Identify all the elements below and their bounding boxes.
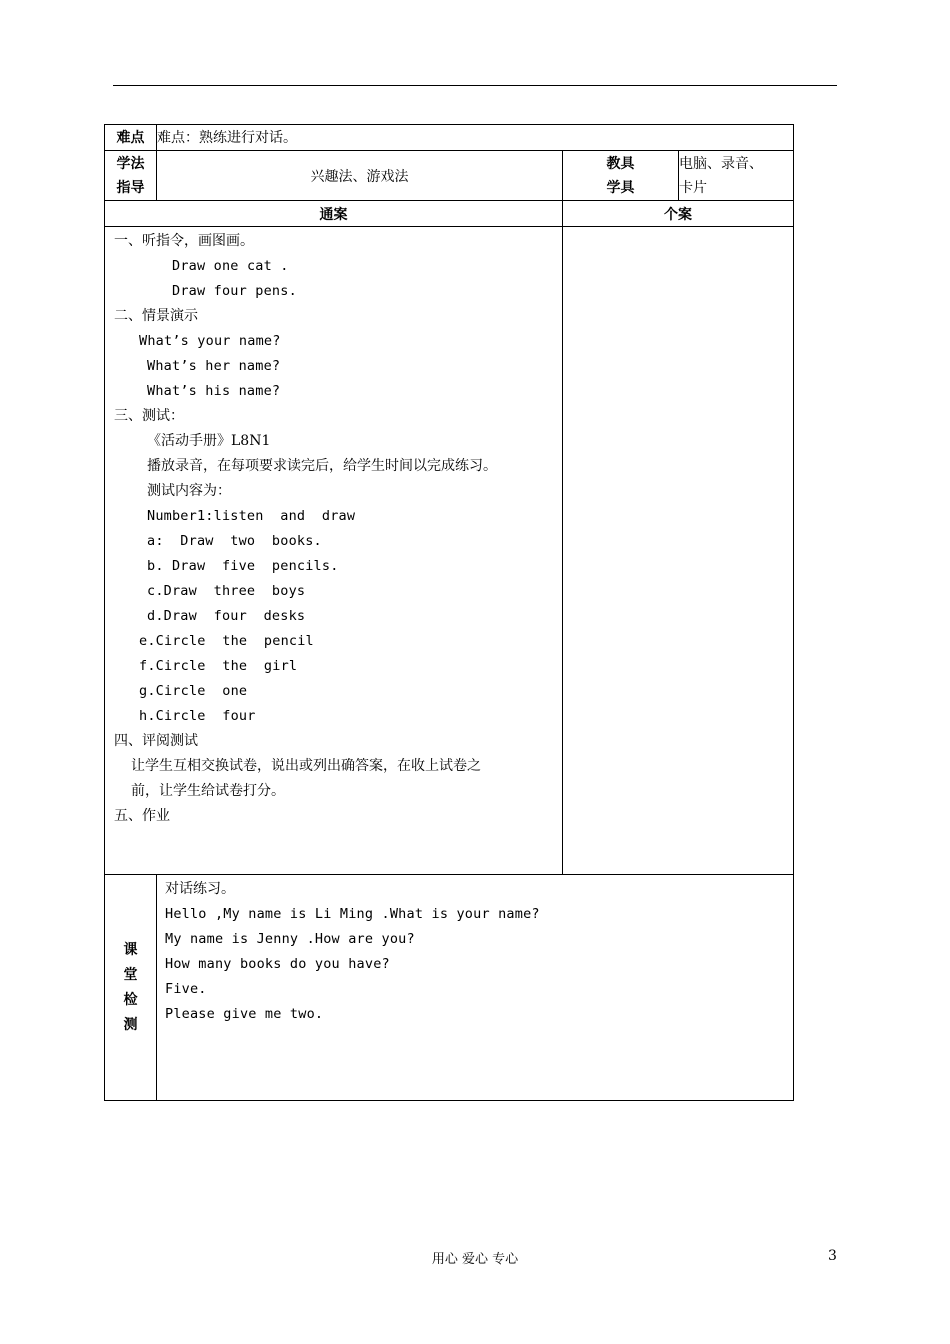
common-plan-line: 让学生互相交换试卷，说出或列出确答案，在收上试卷之 [131,758,481,774]
common-plan-line: Draw four pens. [172,283,297,299]
check-content [157,875,794,1101]
common-plan-line: g.Circle one [139,683,248,699]
tools-text-line1: 电脑、录音、 [679,155,763,172]
tools-label-line1: 教具 [606,155,635,172]
check-line: How many books do you have? [165,956,390,972]
method-label-line1: 学法 [116,155,145,172]
individual-plan-content [563,227,794,875]
check-label-char: 检 [123,991,138,1008]
common-plan-line: 五、作业 [114,808,170,824]
plan-body-row [105,227,794,875]
difficulty-row [105,125,794,151]
common-plan-header: 通案 [105,201,563,227]
page-number: 3 [828,1248,837,1264]
check-label [105,875,157,1101]
common-plan-line: b. Draw five pencils. [147,558,339,574]
common-plan-line: h.Circle four [139,708,256,724]
common-plan-line: e.Circle the pencil [139,633,314,649]
check-line: 对话练习。 [165,881,235,897]
common-plan-line: Number1:listen and draw [147,508,356,524]
common-plan-content [105,227,563,875]
common-plan-line: d.Draw four desks [147,608,306,624]
common-plan-line: 二、情景演示 [114,308,198,324]
common-plan-line: 一、听指令，画图画。 [114,233,254,249]
common-plan-line: What’s her name? [147,358,281,374]
common-plan-line: What’s his name? [147,383,281,399]
common-plan-line: c.Draw three boys [147,583,306,599]
check-label-chars [105,938,156,1038]
check-line: Please give me two. [165,1006,324,1022]
check-line: Five. [165,981,207,997]
check-row [105,875,794,1101]
difficulty-label: 难点 [105,125,157,151]
common-plan-line: 播放录音，在每项要求读完后，给学生时间以完成练习。 [147,458,497,474]
check-label-char: 测 [123,1016,138,1033]
check-line: My name is Jenny .How are you? [165,931,415,947]
lesson-plan-table [104,124,794,1101]
common-plan-line: 三、测试： [114,408,184,424]
common-plan-line: a: Draw two books. [147,533,322,549]
method-label-line2: 指导 [116,179,145,196]
common-plan-line: 四、评阅测试 [114,733,198,749]
check-label-char: 课 [123,941,138,958]
common-plan-line: Draw one cat . [172,258,289,274]
tools-label [563,151,679,201]
common-plan-lines [114,229,562,829]
common-plan-line: 测试内容为： [147,483,231,499]
common-plan-line: 前，让学生给试卷打分。 [131,783,285,799]
column-header-row [105,201,794,227]
method-row [105,151,794,201]
individual-plan-header: 个案 [563,201,794,227]
tools-label-line2: 学具 [606,179,635,196]
check-line: Hello ,My name is Li Ming .What is your name? [165,906,540,922]
tools-text [679,151,794,201]
method-text: 兴趣法、游戏法 [157,151,563,201]
common-plan-line: f.Circle the girl [139,658,298,674]
method-label [105,151,157,201]
difficulty-text: 难点：熟练进行对话。 [157,125,794,151]
footer-text: 用心 爱心 专心 [431,1252,519,1267]
common-plan-line: What’s your name? [139,333,281,349]
tools-text-line2: 卡片 [679,179,707,196]
header-rule [113,85,837,86]
common-plan-line: 《活动手册》L8N1 [147,433,271,449]
check-label-char: 堂 [123,966,138,983]
check-lines [165,877,793,1027]
